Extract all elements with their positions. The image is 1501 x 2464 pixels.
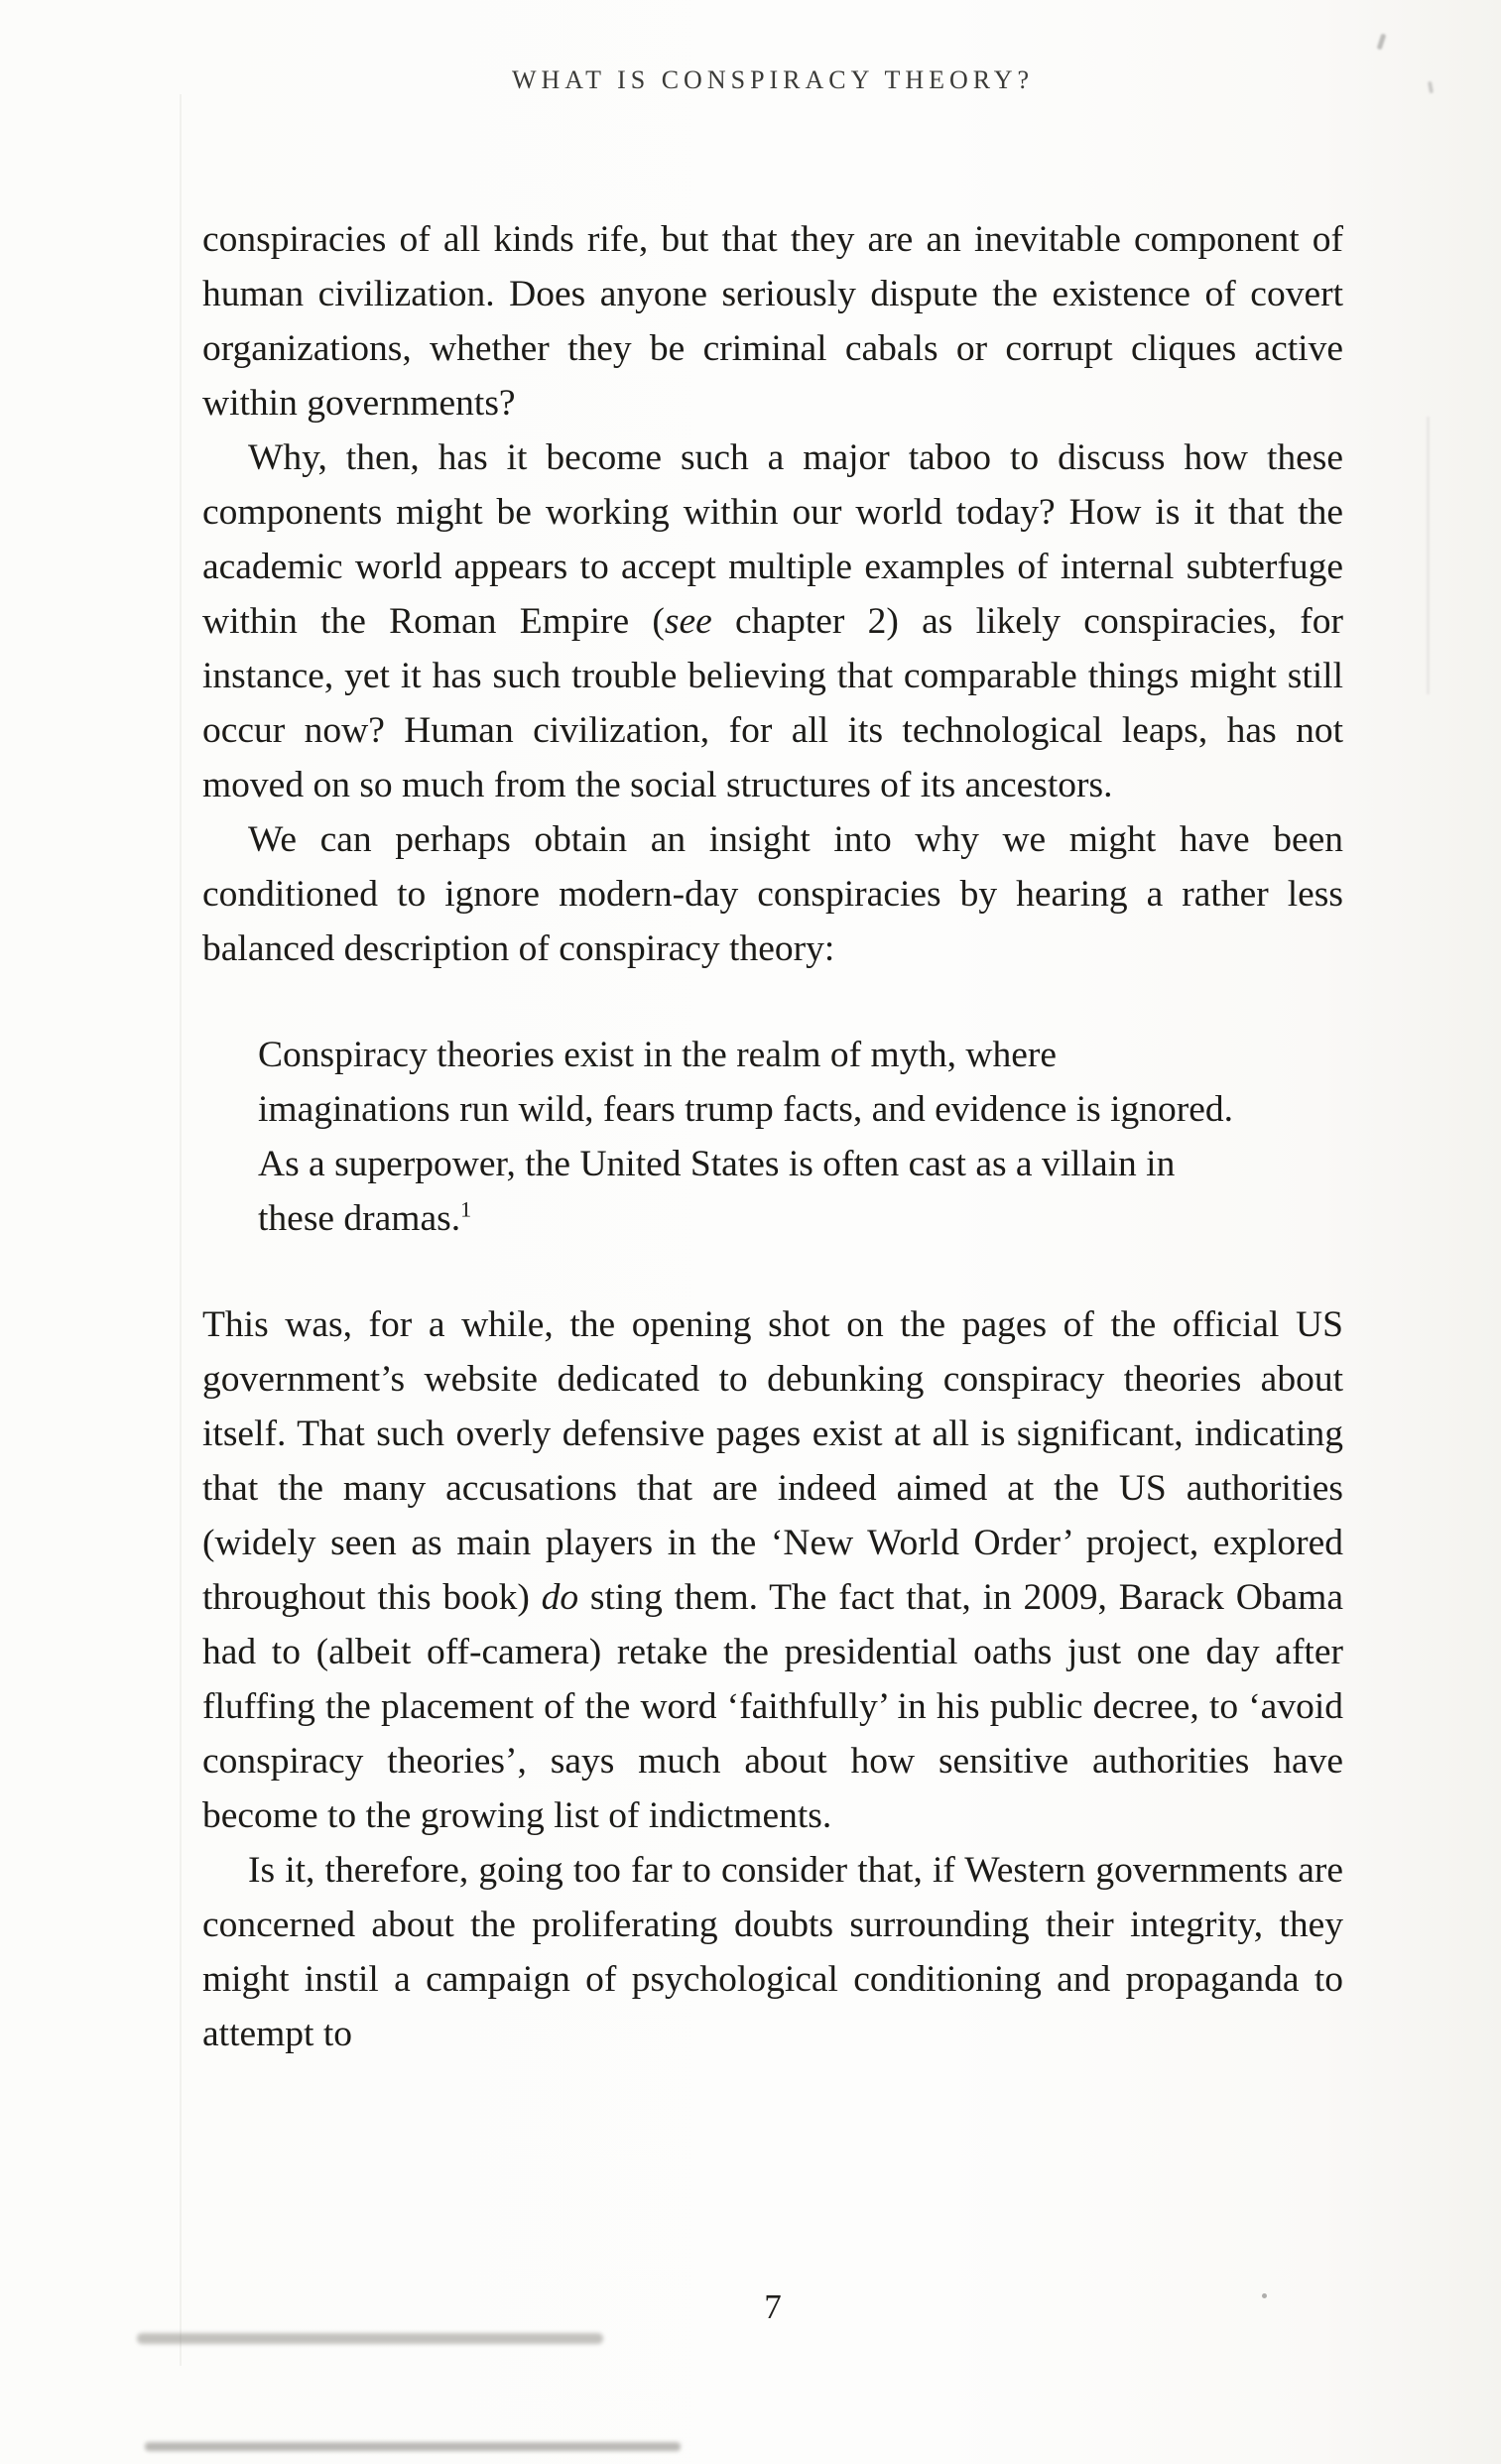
block-quote <box>258 1028 1249 1246</box>
paragraph-text: This was, for a while, the opening shot on the pages of the official US government’s website dedicated to debunking conspiracy theories about itself. That such overly defensive pages exist at all is significant, indicating that the many accusations that are indeed aimed at the US authorities (widely seen as main players in the ‘New World Order’ project, explored throughout this book) <box>202 1304 1343 1618</box>
italic-word: do <box>541 1577 579 1618</box>
running-head: WHAT IS CONSPIRACY THEORY? <box>511 65 1035 94</box>
paragraph-text: Is it, therefore, going too far to consider that, if Western governments are concerned about the proliferating doubts surrounding their integrity, they might instil a campaign of psychological conditioning and propaganda to attempt to <box>202 1850 1343 2054</box>
italic-word: see <box>664 601 712 642</box>
scan-artifact-streak <box>1427 417 1430 694</box>
scan-artifact-bottom-edge <box>145 2442 681 2451</box>
scan-artifact-speck <box>1377 34 1387 51</box>
paragraph-text: Why, then, has it become such a major taboo to discuss how these components might be working within our world today? How is it that the academic world appears to accept multiple examples of internal subterfuge within the Roman Empire ( <box>202 437 1343 642</box>
paragraph <box>202 212 1343 431</box>
quote-text: Conspiracy theories exist in the realm of myth, where imaginations run wild, fears trump facts, and evidence is ignored. As a superpower, the United States is often cast as a villain in these dramas. <box>258 1035 1234 1239</box>
paragraph <box>202 1843 1343 2061</box>
page-number: 7 <box>764 2287 782 2326</box>
footnote-marker: 1 <box>460 1196 472 1222</box>
paragraph-text: sting them. The fact that, in 2009, Barack Obama had to (albeit off-camera) retake the presidential oaths just one day after fluffing the placement of the word ‘faithfully’ in his public decree, to ‘avoid conspiracy theories’, says much about how sensitive authorities have become to the growing list of indictments. <box>202 1577 1343 1836</box>
page-body <box>202 212 1343 2061</box>
scan-artifact-smudge <box>137 2333 603 2344</box>
scan-artifact-gutter-line <box>180 94 182 2366</box>
paragraph-text: chapter 2) as likely conspiracies, for instance, yet it has such trouble believing that comparable things might still occur now? Human civilization, for all its technological leaps, has not moved on so much from the social structures of its ancestors. <box>202 601 1344 805</box>
paragraph-text: We can perhaps obtain an insight into why we might have been conditioned to ignore modern-day conspiracies by hearing a rather less balanced description of conspiracy theory: <box>202 819 1343 969</box>
scan-artifact-speck <box>1428 81 1434 94</box>
paragraph <box>202 812 1343 976</box>
paragraph <box>202 431 1343 812</box>
paragraph-text: conspiracies of all kinds rife, but that they are an inevitable component of human civilization. Does anyone seriously dispute the existence of covert organizations, whether they be criminal cabals or corrupt cliques active within governments? <box>202 219 1343 424</box>
paragraph <box>202 1297 1343 1843</box>
